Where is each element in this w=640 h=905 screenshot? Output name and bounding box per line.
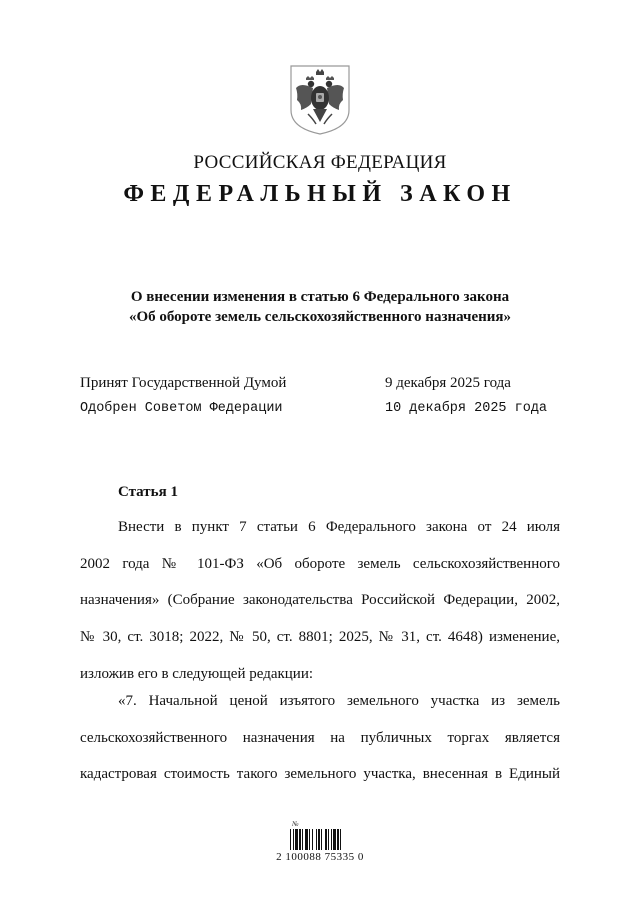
text-line: «7. Начальной ценой изъятого земельного участка из земель — [118, 693, 560, 709]
barcode-bar — [299, 829, 301, 850]
duma-label: Принят Государственной Думой — [80, 375, 287, 391]
adoption-duma-row — [80, 375, 560, 397]
barcode-bar — [340, 829, 341, 850]
document-type-title: ФЕДЕРАЛЬНЫЙ ЗАКОН — [123, 181, 517, 207]
article-paragraph-1 — [80, 517, 560, 700]
barcode-image — [286, 818, 366, 854]
barcode-bar — [305, 829, 308, 850]
text-line: кадастровая стоимость такого земельного участка, внесенная в Единый — [80, 766, 560, 783]
barcode-bar — [333, 829, 336, 850]
barcode-bar — [290, 829, 291, 850]
coat-of-arms-emblem — [289, 64, 351, 136]
barcode-bar — [312, 829, 313, 850]
text-line: 2002 года № 101-ФЗ «Об обороте земель сельскохозяйственного — [80, 555, 560, 572]
barcode-bar — [309, 829, 310, 850]
barcode-bar — [325, 829, 327, 850]
barcode-bar — [302, 829, 303, 850]
article-heading: Статья 1 — [118, 484, 178, 500]
text-line: № 30, ст. 3018; 2022, № 50, ст. 8801; 2025, № 31, ст. 4648) изменение, — [80, 629, 560, 646]
barcode-number: 2 100088 75335 0 — [276, 851, 364, 863]
barcode-bar — [337, 829, 339, 850]
country-name: РОССИЙСКАЯ ФЕДЕРАЦИЯ — [193, 152, 447, 173]
barcode-bar — [295, 829, 298, 850]
barcode-bar — [331, 829, 332, 850]
text-line: назначения» (Собрание законодательства Российской Федерации, 2002, — [80, 592, 560, 609]
council-label: Одобрен Советом Федерации — [80, 401, 283, 416]
barcode-bar — [321, 829, 322, 850]
text-line: Внести в пункт 7 статьи 6 Федерального закона от 24 июля — [118, 519, 560, 535]
council-date: 10 декабря 2025 года — [385, 401, 548, 416]
text-line: изложив его в следующей редакции: — [80, 665, 314, 682]
barcode-bar — [328, 829, 329, 850]
law-subject-line: О внесении изменения в статью 6 Федерального закона — [130, 289, 510, 305]
article-paragraph-2 — [80, 691, 560, 801]
text-line: сельскохозяйственного назначения на публичных торгах является — [80, 729, 560, 746]
svg-text:№: № — [292, 820, 299, 828]
adoption-council-row — [80, 401, 560, 423]
barcode-bar — [293, 829, 294, 850]
barcode-bar — [318, 829, 320, 850]
duma-date: 9 декабря 2025 года — [385, 375, 511, 391]
law-subject-line: «Об обороте земель сельскохозяйственного назначения» — [128, 309, 512, 325]
law-subject-title — [0, 287, 640, 327]
barcode-bar — [316, 829, 317, 850]
